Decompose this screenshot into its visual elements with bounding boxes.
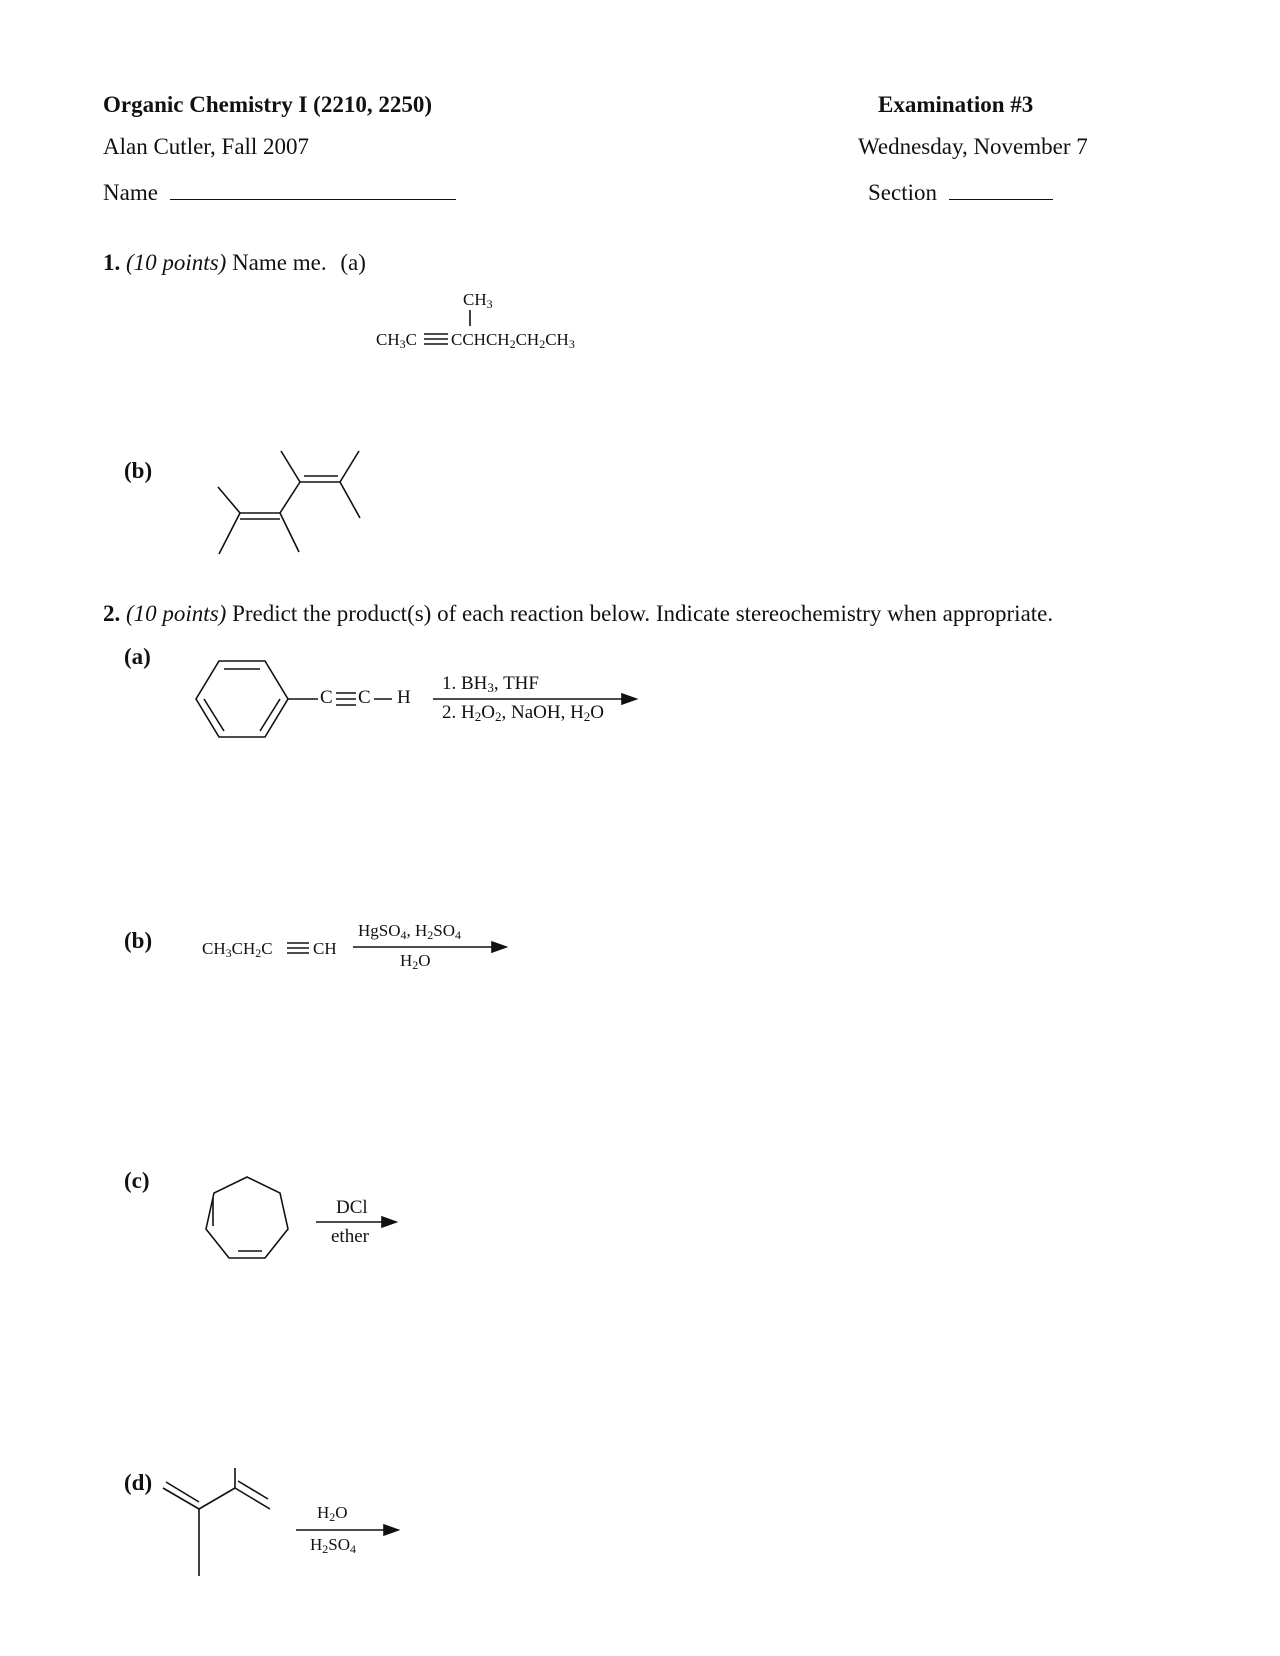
q2a-reagent-step-1: 1. $BH_3$, THF: [442, 673, 539, 695]
question-1-prompt: Name me.: [232, 250, 327, 275]
instructor-term: Alan Cutler, Fall 2007: [103, 134, 310, 159]
q2a-alkyne-c1: C: [320, 687, 333, 708]
section-label: Section: [868, 180, 937, 205]
q2a-label: (a): [124, 644, 151, 669]
exam-date: Wednesday, November 7: [858, 134, 1088, 159]
q2d-label: (d): [124, 1470, 153, 1495]
q2b-reagent-bottom: $H_2O$: [400, 951, 431, 972]
question-1-number: 1.: [103, 250, 121, 275]
q2a-alkyne-c2: C: [358, 687, 371, 708]
q2a-alkyne-h: H: [397, 687, 411, 708]
question-1-points: (10 points): [126, 250, 227, 275]
q2c-reagent-top: DCl: [336, 1197, 368, 1218]
question-1-part-a-label: (a): [340, 250, 366, 275]
q2b-label: (b): [124, 928, 153, 953]
course-title: Organic Chemistry I (2210, 2250): [103, 92, 432, 117]
question-1-part-b-label: (b): [124, 458, 153, 483]
q1a-left-group: $CH_3C$: [376, 330, 417, 351]
exam-title: Examination #3: [878, 92, 1034, 117]
q1a-methyl-substituent: $CH_3$: [463, 290, 493, 311]
q1a-right-chain: $CCHCH_2CH_2CH_3$: [451, 330, 575, 351]
q2c-reagent-bottom: ether: [331, 1226, 369, 1247]
q2c-label: (c): [124, 1168, 150, 1193]
q2a-reagent-step-2: 2. $H_2O_2$, NaOH, $H_2O$: [442, 702, 605, 724]
name-label: Name: [103, 180, 158, 205]
q2b-substrate-right: CH: [313, 939, 337, 958]
question-2-prompt: Predict the product(s) of each reaction below. Indicate stereochemistry when appropriate.: [232, 601, 1054, 626]
q2b-reagent-top: HgSO$_4$, $H_2SO_4$: [358, 921, 462, 942]
q2d-reagent-top: $H_2O$: [317, 1503, 348, 1524]
q2d-reagent-bottom: $H_2SO_4$: [310, 1535, 357, 1556]
question-2-number: 2.: [103, 601, 121, 626]
q2b-substrate-left: $CH_3CH_2C$: [202, 939, 273, 960]
question-2-points: (10 points): [126, 601, 227, 626]
